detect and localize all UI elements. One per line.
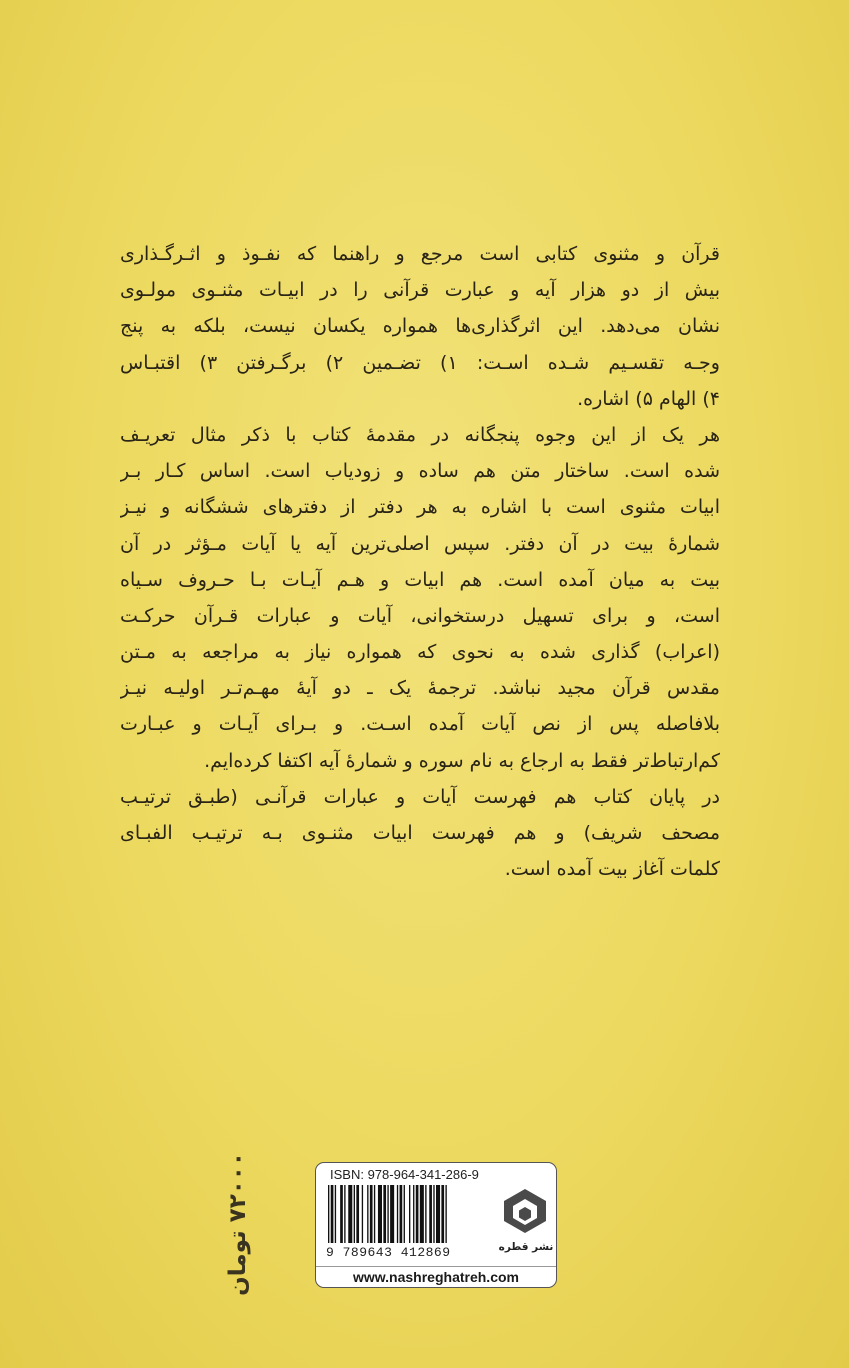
barcode-bar (362, 1185, 363, 1243)
barcode-bar (404, 1185, 405, 1243)
blurb-line: مقدس قرآن مجید نباشد. ترجمهٔ یک ـ دو آیهٔ مهـم‌تـر اولیـه نیـز (120, 677, 720, 700)
blurb-line: بیش از دو هزار آیه و عبارت قرآنی را در ابیـات مثنـوی مولـوی (120, 279, 720, 302)
publisher-name: نشر قطره (498, 1241, 554, 1253)
barcode-digits: 9 789643 412869 (326, 1245, 451, 1260)
barcode-bar (348, 1185, 352, 1243)
barcode-bar (340, 1185, 343, 1243)
blurb-line: نشان می‌دهد. این اثرگذاری‌ها همواره یکسان نیست، بلکه به پنج (120, 315, 720, 338)
blurb-line: شده است. ساختار متن هم ساده و زودیاب است. اساس کـار بـر (120, 460, 720, 483)
barcode-bar (429, 1185, 432, 1243)
barcode-bar (331, 1185, 334, 1243)
barcode-bar (370, 1185, 373, 1243)
blurb-line: ابیات مثنوی است با اشاره به هر دفتر از دفترهای ششگانه و نیـز (120, 496, 720, 519)
blurb-line: است، و برای تسهیل درستخوانی، آیات و عبارات قـرآن حرکـت (120, 604, 720, 627)
blurb-line: وجـه تقسـیم شـده اسـت: ۱) تضـمین ۲) برگـرفتن ۳) اقتبـاس (120, 351, 720, 374)
barcode-bar (378, 1185, 382, 1243)
barcode-bar (436, 1185, 440, 1243)
publisher-logo-icon (500, 1187, 550, 1235)
barcode-bar (416, 1185, 419, 1243)
barcode-bar (367, 1185, 368, 1243)
blurb-line: قرآن و مثنوی کتابی است مرجع و راهنما که نفـوذ و اثـرگـذاری (120, 243, 720, 265)
barcode-bar (413, 1185, 414, 1243)
barcode-bar (441, 1185, 444, 1243)
barcode-bar (344, 1185, 345, 1243)
isbn-label: ISBN: 978-964-341-286-9 (330, 1167, 479, 1182)
barcode-bar (374, 1185, 375, 1243)
barcode-bar (390, 1185, 394, 1243)
price-text: ۷۲۰۰۰ تومان (225, 1152, 251, 1296)
blurb-line: کلمات آغاز بیت آمده است. (504, 858, 720, 881)
blurb-line: ۴) الهام ۵) اشاره. (577, 387, 720, 410)
barcode-bar (425, 1185, 426, 1243)
barcode-bar (397, 1185, 398, 1243)
barcode-bar (383, 1185, 386, 1243)
blurb-paragraph-1 (120, 236, 720, 417)
blurb-line: بیت به میان آمده است. هم ابیات و هـم آیـات بـا حـروف سـیاه (120, 568, 720, 591)
blurb-paragraph-3 (120, 779, 720, 888)
blurb-line: هر یک از این وجوه پنجگانه در مقدمهٔ کتاب با ذکر مثال تعریـف (120, 423, 720, 446)
blurb-paragraph-2 (120, 417, 720, 779)
blurb-line: بلافاصله پس از نص آیات آمده اسـت. و بـرای آیـات و عبـارت (120, 713, 720, 736)
barcode-bar (354, 1185, 355, 1243)
blurb-line: در پایان کتاب هم فهرست آیات و عبارات قرآنـی (طبـق ترتیـب (120, 785, 720, 808)
publisher-website: www.nashreghatreh.com (316, 1266, 556, 1285)
barcode-box (315, 1162, 557, 1288)
barcode-bar (356, 1185, 359, 1243)
blurb-line: (اعراب) گذاری شده به نحوی که همواره نیاز به مراجعه به مـتن (120, 641, 720, 664)
barcode-bar (387, 1185, 388, 1243)
barcode-bars (326, 1185, 496, 1243)
blurb-text (120, 236, 720, 887)
barcode-bar (433, 1185, 434, 1243)
barcode-bar (400, 1185, 403, 1243)
barcode-bar (335, 1185, 336, 1243)
blurb-line: شمارهٔ بیت در آن دفتر. سپس اصلی‌ترین آیه یا آیات مـؤثر در آن (120, 532, 720, 555)
blurb-line: کم‌ارتباط‌تر فقط به ارجاع به نام سوره و شمارهٔ آیه اکتفا کرده‌ایم. (204, 749, 720, 772)
barcode-bar (420, 1185, 424, 1243)
barcode-bar (409, 1185, 410, 1243)
barcode-bar (445, 1185, 446, 1243)
barcode-bar (328, 1185, 329, 1243)
blurb-line: مصحف شریف) و هم فهرست ابیات مثنـوی بـه ترتیـب الفبـای (120, 822, 720, 844)
